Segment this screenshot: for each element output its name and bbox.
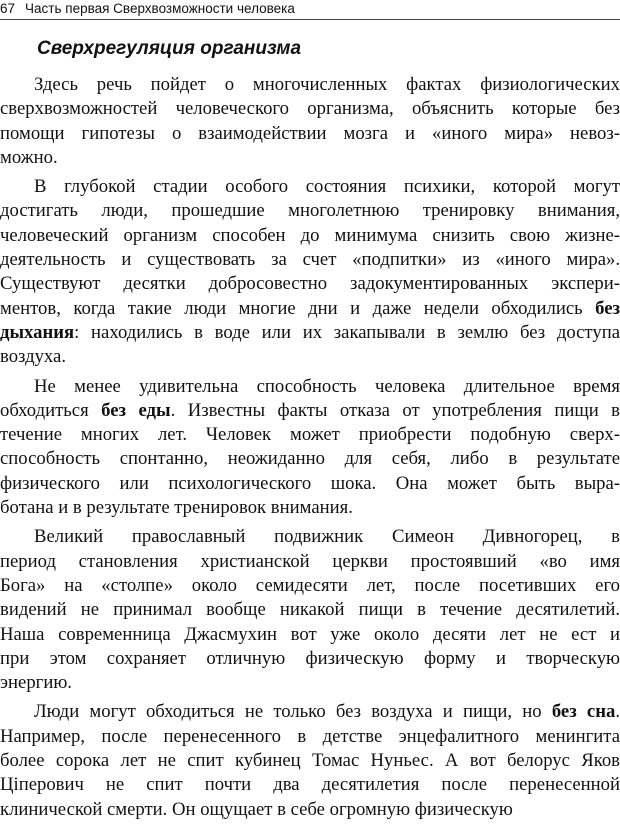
text-line: при этом сохраняет отличную физическую форму и творческую xyxy=(0,647,620,669)
paragraph xyxy=(0,700,620,821)
text-line: Например, после перенесенного в детстве энцефалитного менингита xyxy=(0,725,620,747)
text-line: энергию. xyxy=(0,672,72,694)
text-line xyxy=(0,321,620,345)
running-title: Часть первая Сверхвозможности человека xyxy=(25,1,295,16)
text-line xyxy=(0,399,620,423)
text-line: Не менее удивительна способность человека длительное время xyxy=(34,375,620,397)
text-line: физического или психологического шока. Она может быть выра- xyxy=(0,472,620,494)
text-line: деятельность и существовать за счет «подпитки» из «иного мира». xyxy=(0,249,620,271)
paragraph xyxy=(0,375,620,521)
header-rule xyxy=(0,19,620,20)
bold-emphasis: без xyxy=(595,297,620,319)
text-run: : находились в воде или их закапывали в землю без доступа xyxy=(74,321,620,343)
text-run: обходиться xyxy=(0,399,102,421)
text-line: способность спонтанно, неожиданно для себя, либо в результате xyxy=(0,448,620,470)
text-line: видений не принимал вообще никакой пищи в течение десятилетий. xyxy=(0,599,620,621)
body-text xyxy=(0,73,620,827)
text-line: Великий православный подвижник Симеон Дивногорец, в xyxy=(34,526,620,548)
text-line: период становления христианской церкви простоявший «во имя xyxy=(0,550,620,572)
text-run: . xyxy=(615,701,620,723)
bold-emphasis: без еды xyxy=(101,399,171,421)
text-line: можно. xyxy=(0,146,58,168)
text-line: воздуха. xyxy=(0,346,66,368)
running-head xyxy=(0,0,620,18)
text-line: сверхвозможностей человеческого организма, объяснить которые без xyxy=(0,98,620,120)
text-run: ментов, когда такие люди многие дни и даже недели обходились xyxy=(0,297,596,319)
text-line: Ціперович не спит почти два десятилетия после перенесенной xyxy=(0,774,620,796)
text-line: человеческий организм способен до минимума снизить свою жизне- xyxy=(0,224,620,246)
text-line: достигать люди, прошедшие многолетнюю тренировку внимания, xyxy=(0,200,620,222)
text-line: Существуют десятки добросовестно задокументированных экспери- xyxy=(0,273,620,295)
text-line: Здесь речь пойдет о многочисленных фактах физиологических xyxy=(34,74,620,95)
paragraph xyxy=(0,175,620,369)
paragraph xyxy=(0,73,620,170)
text-run: . Известны факты отказа от употребления пищи в xyxy=(170,399,620,421)
text-line: В глубокой стадии особого состояния психики, которой могут xyxy=(34,176,620,198)
text-line xyxy=(0,700,620,724)
text-line: ботана и в результате тренировок внимания. xyxy=(0,497,353,519)
text-line: помощи гипотезы о взаимодействии мозга и «иного мира» невоз- xyxy=(0,122,620,144)
bold-emphasis: без сна xyxy=(551,701,616,723)
text-line xyxy=(0,297,620,321)
page-number: 67 xyxy=(0,1,16,16)
bold-emphasis: дыхания xyxy=(0,321,75,343)
text-line: течение многих лет. Человек может приобрести подобную сверх- xyxy=(0,424,620,446)
text-line: более сорока лет не спит кубинец Томас Нуньес. А вот белорус Яков xyxy=(0,750,620,772)
text-line: Наша современница Джасмухин вот уже около десяти лет не ест и xyxy=(0,623,620,645)
paragraph xyxy=(0,525,620,695)
text-line: Бога» на «столпе» около семидесяти лет, после посетивших его xyxy=(0,574,620,596)
text-run: Люди могут обходиться не только без воздуха и пищи, но xyxy=(34,701,552,723)
text-line: клинической смерти. Он ощущает в себе огромную физическую xyxy=(0,798,513,820)
section-title: Сверхрегуляция организма xyxy=(37,38,302,59)
